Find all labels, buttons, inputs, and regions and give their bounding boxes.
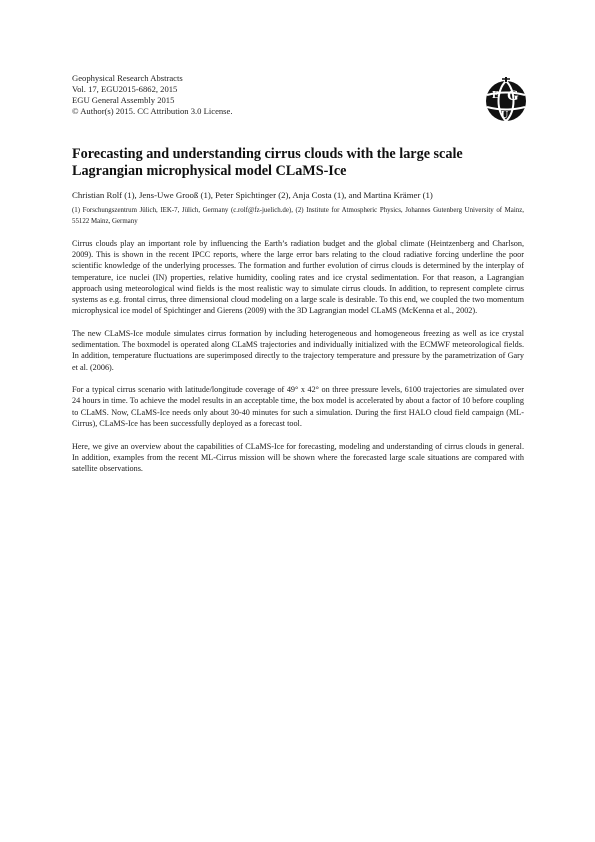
affiliations: (1) Forschungszentrum Jülich, IEK-7, Jülich, Germany (c.rolf@fz-juelich.de), (2) Institute for Atmospheric Physics, Johannes Gutenberg University of Mainz, 55122 Mainz, Germany xyxy=(72,207,524,225)
assembly-info: EGU General Assembly 2015 xyxy=(72,95,175,105)
paragraph-2: The new CLaMS-Ice module simulates cirrus formation by including heterogeneous and homogeneous freezing as well as ice crystal sedimentation. The boxmodel is operated along CLaMS trajectories and individually initialized with the ECMWF meteorological fields. In addition, temperature fluctuations are superimposed directly to the trajectory temperature and pressure by the parametrization of Gary et al. (2006). xyxy=(72,328,524,372)
paragraph-1: Cirrus clouds play an important role by influencing the Earth’s radiation budget and the global climate (Heintzenberg and Charlson, 2009). This is shown in the recent IPCC reports, where the large error bars relating to the cloud radiative forcing underline the poor scientific knowledge of the underlying processes. The formation and further evolution of cirrus clouds is determined by the interplay of temperature, ice nuclei (IN) properties, relative humidity, cooling rates and ice crystal sedimentation. For that reason, a Lagrangian approach using meteorological wind fields is the most realistic way to simulate cirrus clouds. In addition, to represent complete cirrus systems as e.g. frontal cirrus, three dimensional cloud modeling on a large scale is desirable. To this end, we coupled the two momentum microphysical ice model of Spichtinger and Gierens (2009) with the 3D Lagrangian model CLaMS (McKenna et al., 2002). xyxy=(72,239,524,316)
logo-letter-u: U xyxy=(501,110,509,121)
abstract-body xyxy=(72,238,524,486)
paper-title: Forecasting and understanding cirrus clouds with the large scale Lagrangian microphysical model CLaMS-Ice xyxy=(72,146,463,179)
author-list: Christian Rolf (1), Jens-Uwe Grooß (1), Peter Spichtinger (2), Anja Costa (1), and Martina Krämer (1) xyxy=(72,190,433,200)
paragraph-3: For a typical cirrus scenario with latitude/longitude coverage of 49° x 42° on three pressure levels, 6100 trajectories are simulated over 24 hours in time. To achieve the model results in an acceptable time, the box model is accelerated by about a factor of 10 before coupling to CLaMS. Now, CLaMS-Ice needs only about 30-40 minutes for such a simulation. During the first HALO cloud field campaign (ML-Cirrus), CLaMS-Ice has been successfully deployed as a forecast tool. xyxy=(72,385,524,428)
license-info: © Author(s) 2015. CC Attribution 3.0 License. xyxy=(72,106,233,116)
logo-letter-e: E xyxy=(492,89,500,101)
journal-header xyxy=(72,73,233,117)
egu-logo-icon xyxy=(481,75,531,125)
logo-letter-g: G xyxy=(507,88,519,104)
paragraph-4: Here, we give an overview about the capabilities of CLaMS-Ice for forecasting, modeling and understanding of cirrus clouds in general. In addition, examples from the recent ML-Cirrus mission will be shown where the forecasted large scale situations are compared with satellite observations. xyxy=(72,441,524,473)
journal-name: Geophysical Research Abstracts xyxy=(72,73,183,83)
volume-info: Vol. 17, EGU2015-6862, 2015 xyxy=(72,84,178,94)
